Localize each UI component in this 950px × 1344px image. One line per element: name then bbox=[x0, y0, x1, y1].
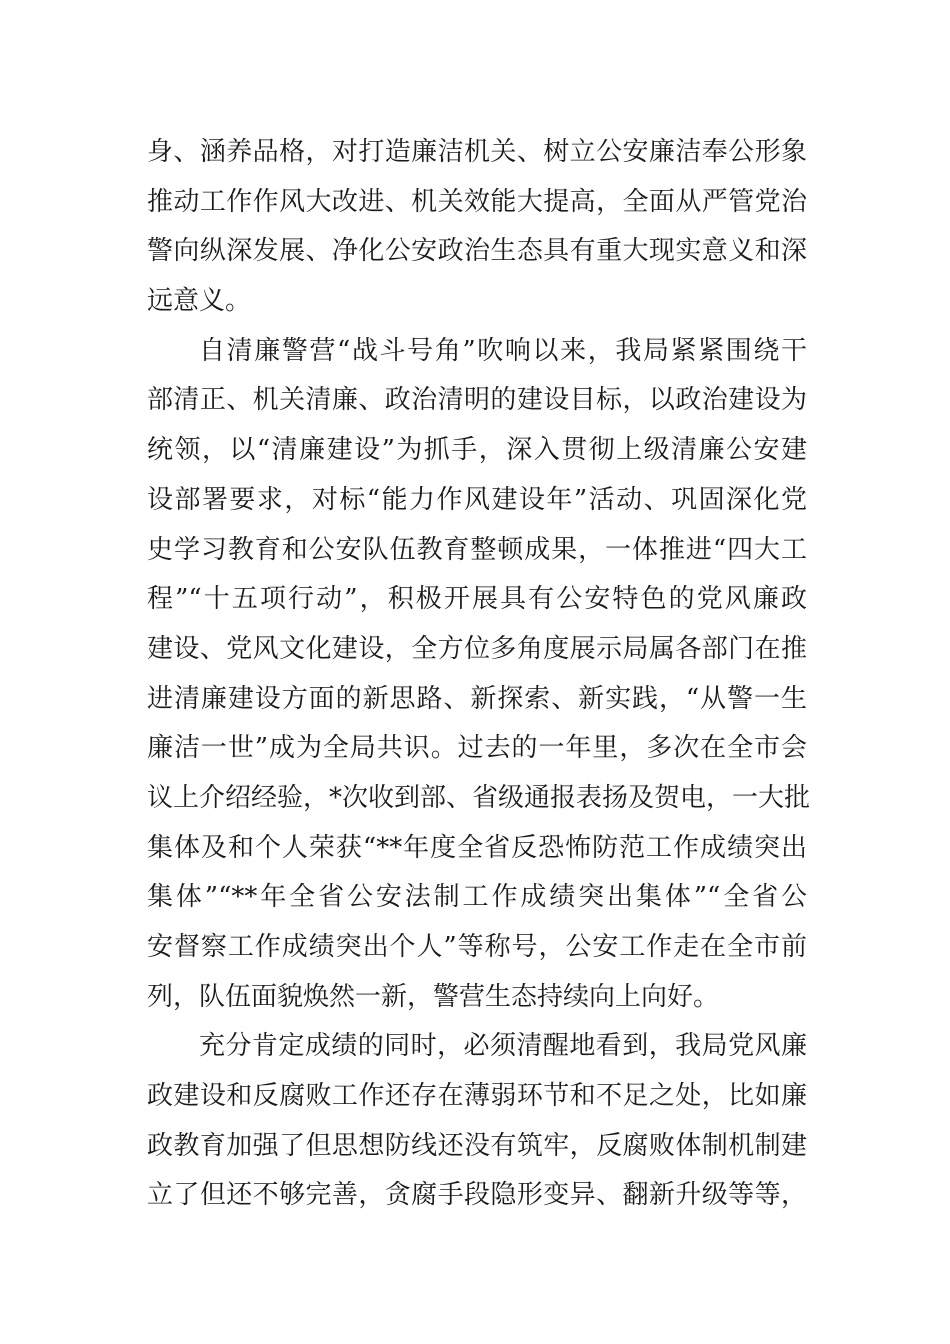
text-line: 议上介绍经验，*次收到部、省级通报表扬及贺电，一大批 bbox=[147, 782, 811, 813]
text-line: 程”“十五项行动”，积极开展具有公安特色的党风廉政 bbox=[147, 584, 807, 615]
text-line: 统领，以“清廉建设”为抓手，深入贯彻上级清廉公安建 bbox=[147, 435, 807, 466]
text-line: 推动工作作风大改进、机关效能大提高，全面从严管党治 bbox=[147, 186, 807, 217]
text-line: 集体及和个人荣获“**年度全省反恐怖防范工作成绩突出 bbox=[147, 832, 807, 863]
text-line: 政建设和反腐败工作还存在薄弱环节和不足之处，比如廉 bbox=[147, 1081, 807, 1112]
text-line: 充分肯定成绩的同时，必须清醒地看到，我局党风廉 bbox=[199, 1031, 807, 1062]
text-line: 列，队伍面貌焕然一新，警营生态持续向上向好。 bbox=[147, 981, 720, 1012]
paragraph-2 bbox=[147, 327, 811, 1023]
text-line: 远意义。 bbox=[147, 286, 252, 317]
text-line: 建设、党风文化建设，全方位多角度展示局属各部门在推 bbox=[147, 633, 807, 664]
text-line: 集体”“**年全省公安法制工作成绩突出集体”“全省公 bbox=[147, 882, 807, 913]
text-line: 身、涵养品格，对打造廉洁机关、树立公安廉洁奉公形象 bbox=[147, 137, 807, 167]
paragraph-1 bbox=[147, 128, 807, 327]
text-line: 廉洁一世”成为全局共识。过去的一年里，多次在全市会 bbox=[147, 733, 807, 764]
paragraph-3 bbox=[147, 1022, 807, 1221]
text-line: 立了但还不够完善，贪腐手段隐形变异、翻新升级等等， bbox=[147, 1180, 807, 1211]
text-line: 警向纵深发展、净化公安政治生态具有重大现实意义和深 bbox=[147, 236, 807, 267]
document-body bbox=[147, 128, 811, 1221]
text-line: 进清廉建设方面的新思路、新探索、新实践，“从警一生 bbox=[147, 683, 807, 714]
text-line: 史学习教育和公安队伍教育整顿成果，一体推进“四大工 bbox=[147, 534, 807, 565]
text-line: 设部署要求，对标“能力作风建设年”活动、巩固深化党 bbox=[147, 484, 807, 515]
text-line: 自清廉警营“战斗号角”吹响以来，我局紧紧围绕干 bbox=[199, 335, 807, 366]
text-line: 安督察工作成绩突出个人”等称号，公安工作走在全市前 bbox=[147, 932, 807, 962]
text-line: 部清正、机关清廉、政治清明的建设目标，以政治建设为 bbox=[147, 385, 807, 416]
text-line: 政教育加强了但思想防线还没有筑牢，反腐败体制机制建 bbox=[147, 1130, 807, 1161]
